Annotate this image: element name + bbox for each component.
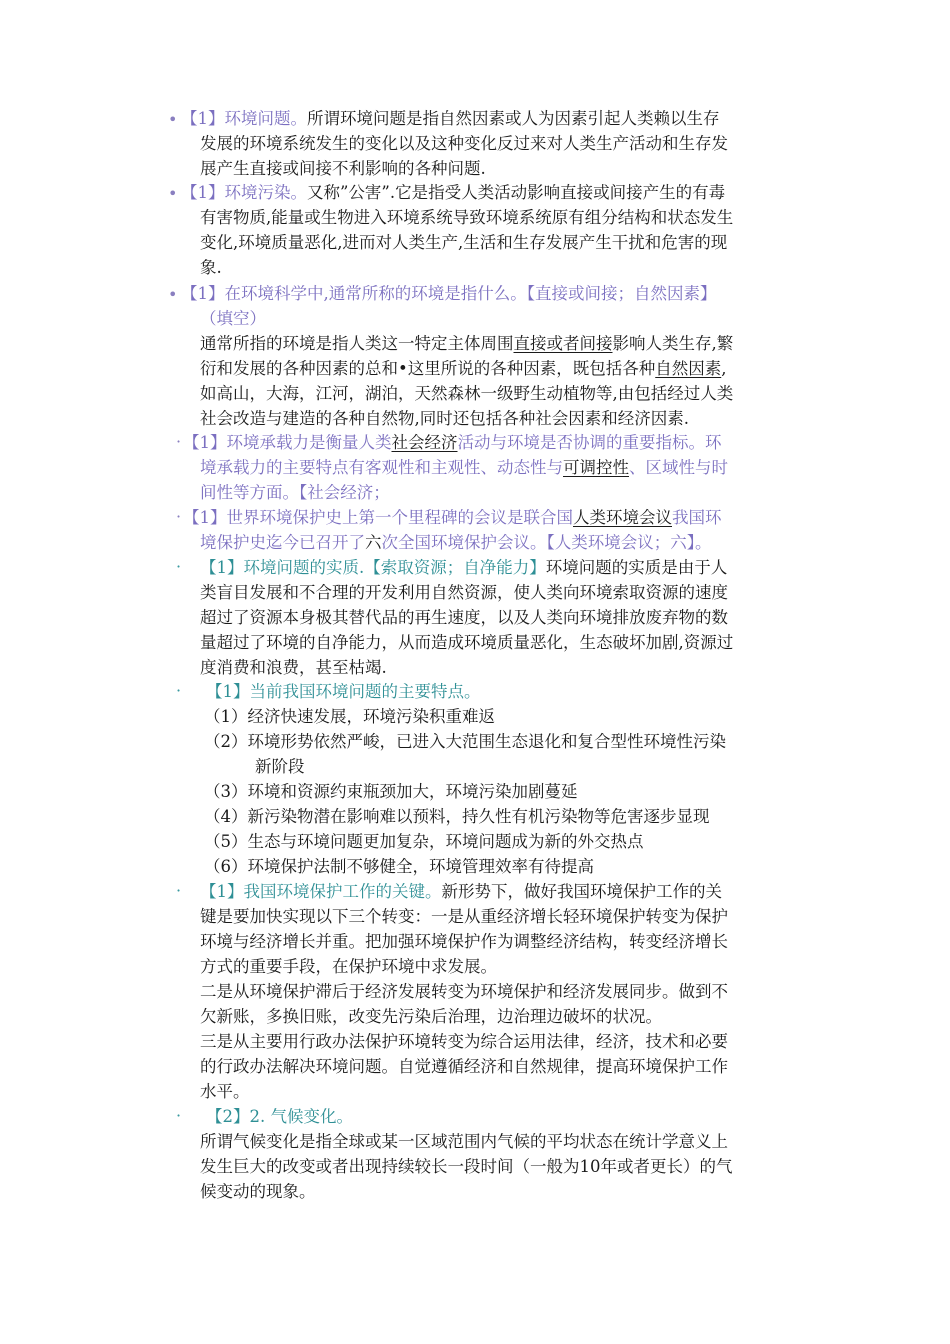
list-item: （4）新污染物潜在影响难以预料，持久性有机污染物等危害逐步显现 <box>204 807 710 826</box>
entry-text: 环境问题的实质是由于人 <box>545 558 728 577</box>
entry-line: 类盲目发展和不合理的开发利用自然资源，使人类向环境索取资源的速度 <box>200 583 728 602</box>
entry-line <box>200 332 733 357</box>
bullet-icon: • <box>168 285 178 304</box>
entry-line <box>200 357 726 382</box>
entry-line: 环境与经济增长并重。把加强环境保护作为调整经济结构，转变经济增长 <box>200 932 728 951</box>
answer-text: 通常所指的环境是指人类这一特定主体周围 <box>200 334 514 353</box>
entry-line <box>181 107 720 132</box>
entry-text: 次全国环境保护会议。【人类环境会议；六】。 <box>381 533 712 552</box>
entry-text: 活动与环境是否协调的重要指标。环 <box>457 433 722 452</box>
entry-underlined: 六 <box>365 533 382 552</box>
entry-line: 超过了资源本身极其替代品的再生速度，以及人类向环境排放废弃物的数 <box>200 608 728 627</box>
list-item: （2）环境形势依然严峻，已进入大范围生态退化和复合型性环境性污染 <box>204 732 726 751</box>
entry-heading: 【1】环境问题的实质.【索取资源；自净能力】 <box>200 558 546 577</box>
entry-line: 发生巨大的改变或者出现持续较长一段时间（一般为10年或者更长）的气 <box>200 1157 733 1176</box>
entry-text: 境保护史迄今已召开了 <box>200 533 365 552</box>
bullet-icon: · <box>176 507 182 526</box>
bullet-icon: • <box>168 110 178 129</box>
entry-text: 境承载力的主要特点有客观性和主观性、动态性与 <box>200 458 563 477</box>
entry-line <box>183 506 722 531</box>
entry-line <box>183 431 722 456</box>
entry-line: 方式的重要手段，在保护环境中求发展。 <box>200 957 497 976</box>
list-item-continuation: 新阶段 <box>255 757 305 776</box>
entry-text: 、区域性与时 <box>629 458 728 477</box>
answer-underlined: 自然因素 <box>655 359 722 378</box>
entry-line: 有害物质,能量或生物进入环境系统导致环境系统原有组分结构和状态发生 <box>200 208 734 227</box>
bullet-icon: · <box>176 557 182 576</box>
entry-question-text: 在环境科学中,通常所称的环境是指什么。【直接或间接；自然因素】 <box>224 284 717 303</box>
entry-text: 【1】世界环境保护史上第一个里程碑的会议是联合国 <box>183 508 573 527</box>
entry-question-type: （填空） <box>200 309 266 328</box>
list-item: （3）环境和资源约束瓶颈加大，环境污染加剧蔓延 <box>204 782 578 801</box>
answer-text: 影响人类生存,繁 <box>612 334 734 353</box>
bullet-icon: · <box>176 432 182 451</box>
entry-text: 又称”公害”.它是指受人类活动影响直接或间接产生的有毒 <box>307 183 726 202</box>
entry-line: 量超过了环境的自净能力，从而造成环境质量恶化，生态破坏加剧,资源过 <box>200 633 734 652</box>
entry-underlined: 人类环境会议 <box>573 508 672 527</box>
entry-line: 展产生直接或间接不利影响的各种问题. <box>200 159 486 178</box>
entry-line: 社会改造与建造的各种自然物,同时还包括各种社会因素和经济因素. <box>200 409 689 428</box>
entry-heading: 【1】当前我国环境问题的主要特点。 <box>206 682 481 701</box>
entry-line: 所谓气候变化是指全球或某一区域范围内气候的平均状态在统计学意义上 <box>200 1132 728 1151</box>
entry-text: 所谓环境问题是指自然因素或人为因素引起人类赖以生存 <box>307 109 720 128</box>
entry-line: 欠新账，多换旧账，改变先污染后治理，边治理边破坏的状况。 <box>200 1007 662 1026</box>
bullet-icon: · <box>176 681 182 700</box>
entry-line: 发展的环境系统发生的变化以及这种变化反过来对人类生产活动和生存发 <box>200 134 728 153</box>
entry-line: 的行政办法解决环境问题。自觉遵循经济和自然规律，提高环境保护工作 <box>200 1057 728 1076</box>
list-item: （1）经济快速发展，环境污染积重难返 <box>204 707 495 726</box>
entry-line: 三是从主要用行政办法保护环境转变为综合运用法律，经济，技术和必要 <box>200 1032 728 1051</box>
entry-line: 度消费和浪费，甚至枯竭. <box>200 658 387 677</box>
answer-text: , <box>721 359 727 378</box>
entry-heading: 环境污染。 <box>224 183 307 202</box>
entry-heading: 环境问题。 <box>224 109 307 128</box>
entry-line: 象. <box>200 258 222 277</box>
entry-tag: 【1】 <box>181 284 225 303</box>
entry-line: 变化,环境质量恶化,进而对人类生产,生活和生存发展产生干扰和危害的现 <box>200 233 728 252</box>
entry-line: 如高山，大海，江河，湖泊，天然森林一级野生动植物等,由包括经过人类 <box>200 384 734 403</box>
entry-line <box>181 181 725 206</box>
entry-line: 候变动的现象。 <box>200 1182 316 1201</box>
entry-heading: 【2】2. 气候变化。 <box>206 1107 353 1126</box>
entry-tag: 【1】 <box>181 183 225 202</box>
entry-text: 【1】环境承载力是衡量人类 <box>183 433 392 452</box>
entry-heading: 【1】我国环境保护工作的关键。 <box>200 882 442 901</box>
answer-underlined: 直接或者间接 <box>513 334 613 353</box>
entry-line: 键是要加快实现以下三个转变：一是从重经济增长轻环境保护转变为保护 <box>200 907 728 926</box>
entry-line <box>200 556 727 581</box>
entry-line: 二是从环境保护滞后于经济发展转变为环境保护和经济发展同步。做到不 <box>200 982 728 1001</box>
entry-line: 水平。 <box>200 1082 250 1101</box>
entry-line <box>200 456 728 481</box>
entry-line <box>200 880 722 905</box>
entry-line <box>200 531 712 556</box>
entry-underlined: 社会经济 <box>391 433 458 452</box>
entry-line: 间性等方面。【社会经济； <box>200 483 390 502</box>
answer-text: 衍和发展的各种因素的总和•这里所说的各种因素，既包括各种 <box>200 359 656 378</box>
entry-text: 我国环 <box>672 508 722 527</box>
bullet-icon: · <box>176 881 182 900</box>
list-item: （5）生态与环境问题更加复杂，环境问题成为新的外交热点 <box>204 832 644 851</box>
entry-tag: 【1】 <box>181 109 225 128</box>
list-item: （6）环境保护法制不够健全，环境管理效率有待提高 <box>204 857 594 876</box>
entry-question <box>181 282 717 307</box>
bullet-icon: · <box>176 1106 182 1125</box>
entry-text: 新形势下，做好我国环境保护工作的关 <box>441 882 722 901</box>
bullet-icon: • <box>168 184 178 203</box>
entry-underlined: 可调控性 <box>563 458 629 477</box>
